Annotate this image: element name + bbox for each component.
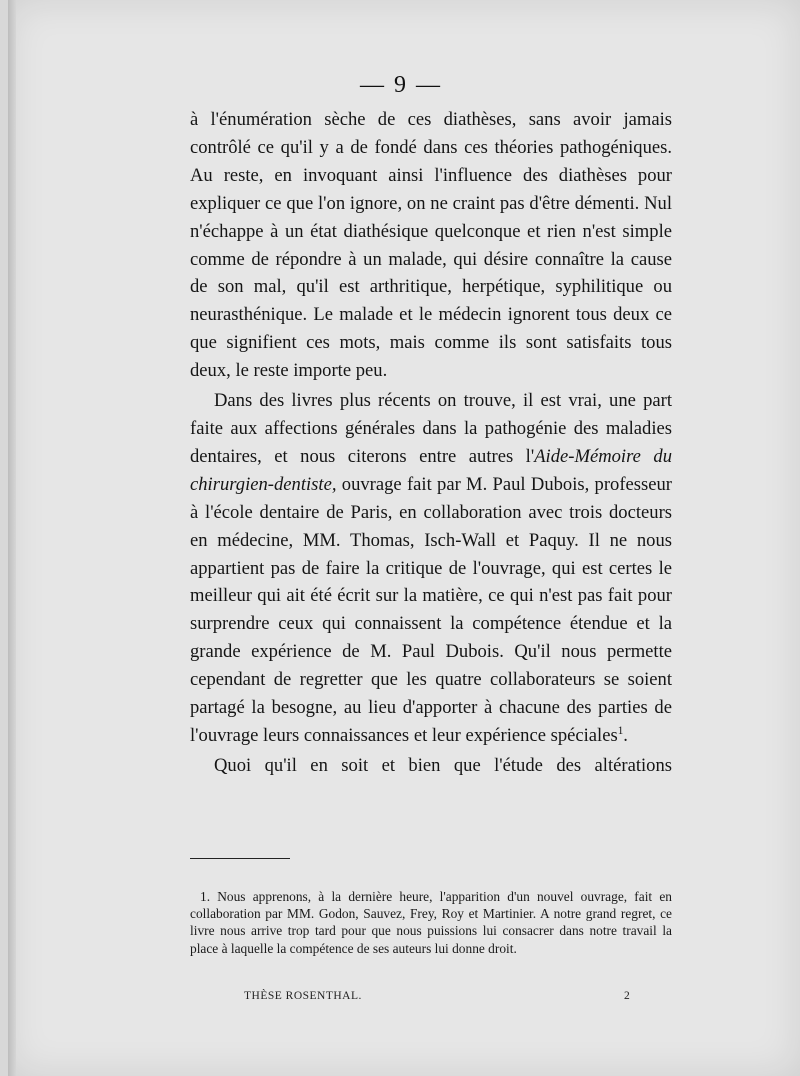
paragraph-3: Quoi qu'il en soit et bien que l'étude des altérations	[214, 754, 672, 776]
footnote-rule	[190, 858, 290, 859]
paragraph-2	[190, 387, 672, 750]
footnote-text: Nous apprenons, à la dernière heure, l'apparition d'un nouvel ouvrage, fait en collaboration par MM. Godon, Sauvez, Frey, Roy et Martinier. A notre grand regret, ce livre nous arrive trop tard pour que nous puissions lui consacrer dans notre travail la place à laquelle la compétence de ses auteurs lui donne droit.	[190, 889, 672, 956]
footnote-marker: 1.	[200, 889, 218, 904]
paragraph-2-end: .	[623, 724, 628, 746]
paragraph-2-text-a: Dans des livres plus récents on trouve, il est vrai, une part faite aux affections générales dans la pathogénie des maladies dentaires, et nous citerons entre autres l'	[190, 390, 672, 467]
page-edge	[8, 0, 16, 1076]
book-title-italic: Aide-Mémoire du chirurgien-dentiste,	[190, 445, 672, 495]
page-number: — 9 —	[360, 72, 440, 98]
sheet-number: 2	[624, 990, 630, 1002]
signature-mark: THÈSE ROSENTHAL.	[244, 990, 362, 1002]
body-text	[190, 106, 672, 780]
paragraph-2-text-b: ouvrage fait par M. Paul Dubois, professeur à l'école dentaire de Paris, en collaboration avec trois docteurs en médecine, MM. Thomas, Isch-Wall et Paquy. Il ne nous appartient pas de faire la critique de l'ouvrage, qui est certes le meilleur qui ait été écrit sur la matière, ce qui n'est pas fait pour surprendre ceux qui connaissent la compétence étendue et la grande expérience de M. Paul Dubois. Qu'il nous permette cependant de regretter que les quatre collaborateurs se soient partagé la besogne, au lieu d'apporter à chacune des parties de l'ouvrage leurs connaissances et leur expérience spéciales	[190, 473, 672, 746]
footnote	[190, 888, 672, 957]
footnote-reference: 1	[617, 724, 624, 737]
paragraph-1: à l'énumération sèche de ces diathèses, sans avoir jamais contrôlé ce qu'il y a de fondé dans ces théories pathogéniques. Au reste, en invoquant ainsi l'influence des diathèses pour expliquer ce que l'on ignore, on ne craint pas d'être démenti. Nul n'échappe à un état diathésique quelconque et rien n'est simple comme de répondre à un malade, qui désire connaître la cause de son mal, qu'il est arthritique, herpétique, syphilitique ou neurasthénique. Le malade et le médecin ignorent tous deux ce que signifient ces mots, mais comme ils sont satisfaits tous deux, le reste importe peu.	[190, 109, 672, 382]
